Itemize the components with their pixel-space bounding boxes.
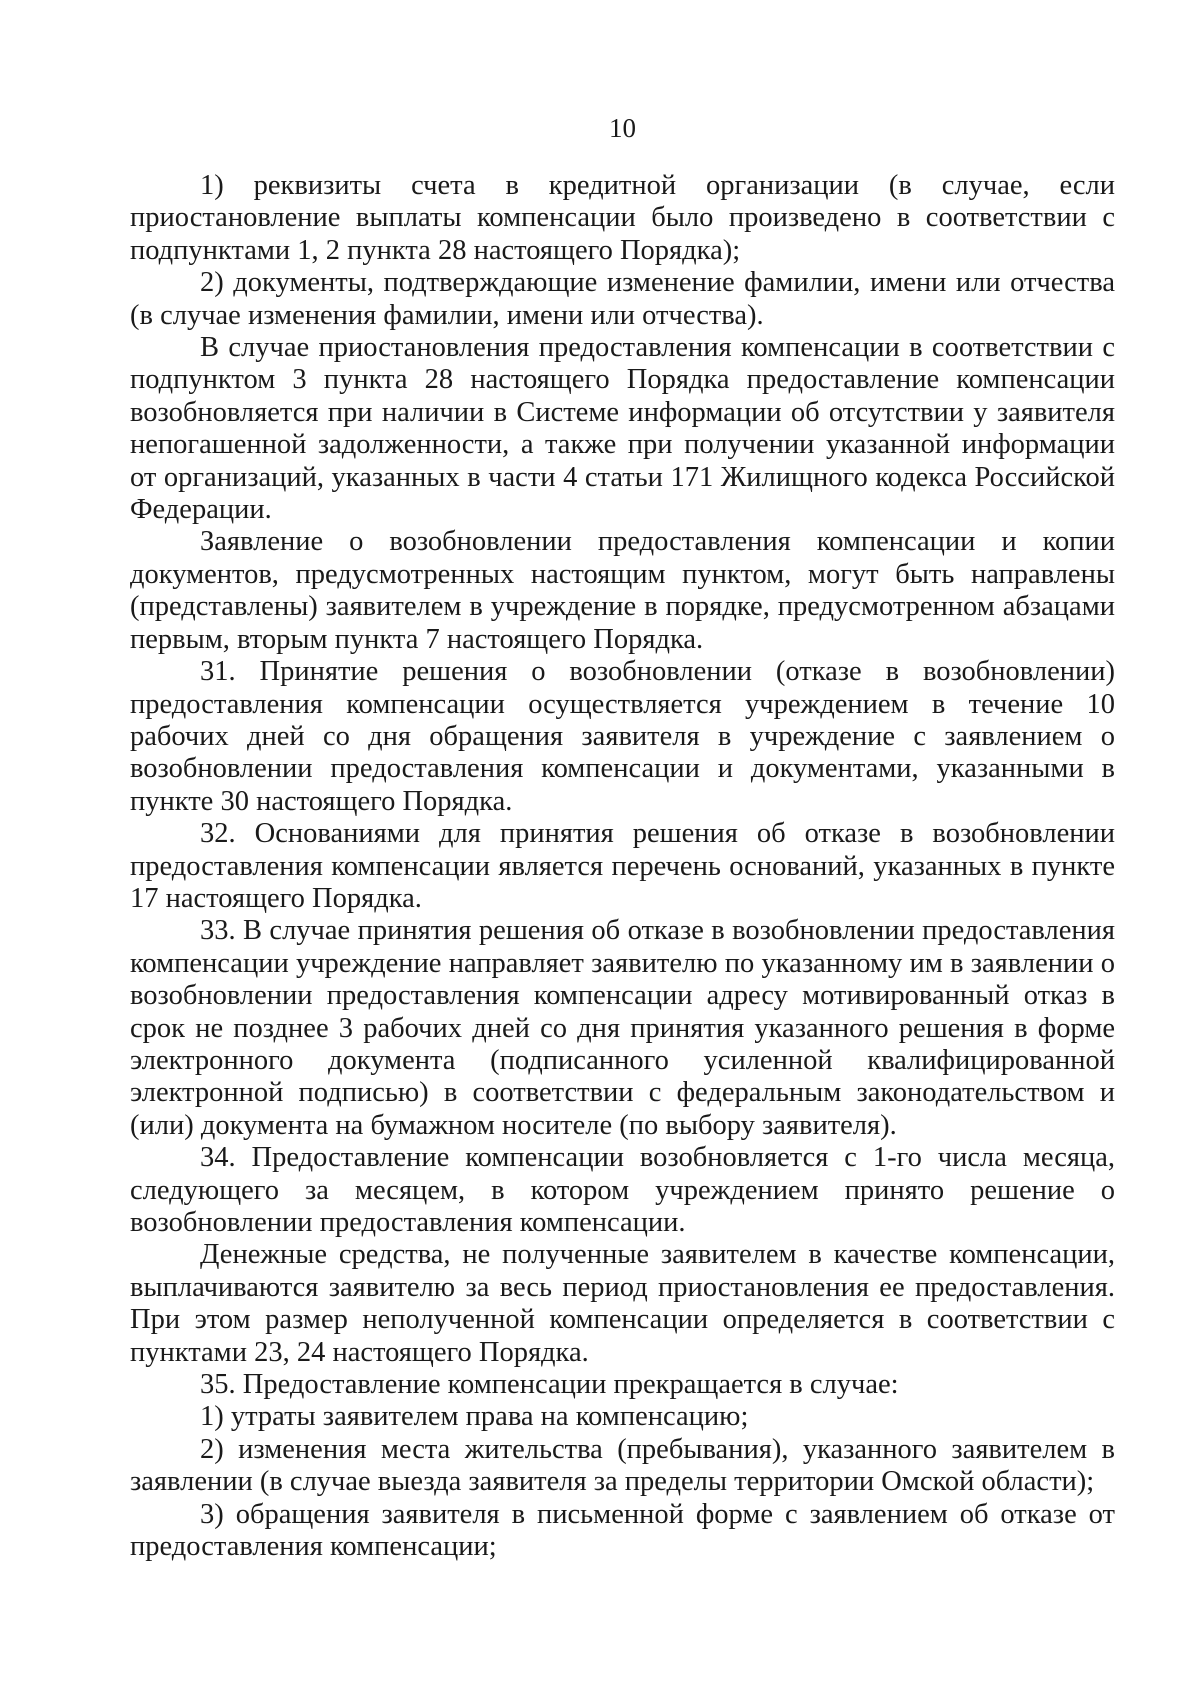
paragraph: 3) обращения заявителя в письменной форме с заявлением об отказе от предоставления компенсации;: [130, 1498, 1115, 1563]
paragraph: 1) утраты заявителем права на компенсацию;: [200, 1401, 749, 1433]
page-number: 10: [609, 113, 636, 143]
paragraph: В случае приостановления предоставления компенсации в соответствии с подпунктом 3 пункта 28 настоящего Порядка предоставление компенсации возобновляется при наличии в Системе информации об отсутствии у заявителя непогашенной задолженности, а также при получении указанной информации от организаций, указанных в части 4 статьи 171 Жилищного кодекса Российской Федерации.: [130, 332, 1115, 526]
paragraph: Денежные средства, не полученные заявителем в качестве компенсации, выплачиваются заявителю за весь период приостановления ее предоставления. При этом размер неполученной компенсации определяется в соответствии с пунктами 23, 24 настоящего Порядка.: [130, 1239, 1115, 1368]
paragraph: 32. Основаниями для принятия решения об отказе в возобновлении предоставления компенсации является перечень оснований, указанных в пункте 17 настоящего Порядка.: [130, 818, 1115, 914]
paragraph: 2) документы, подтверждающие изменение фамилии, имени или отчества (в случае изменения фамилии, имени или отчества).: [130, 267, 1115, 331]
paragraph: Заявление о возобновлении предоставления компенсации и копии документов, предусмотренных настоящим пунктом, могут быть направлены (представлены) заявителем в учреждение в порядке, предусмотренном абзацами первым, вторым пункта 7 настоящего Порядка.: [130, 526, 1115, 655]
paragraph: 33. В случае принятия решения об отказе в возобновлении предоставления компенсации учреждение направляет заявителю по указанному им в заявлении о возобновлении предоставления компенсации адресу мотивированный отказ в срок не позднее 3 рабочих дней со дня принятия указанного решения в форме электронного документа (подписанного усиленной квалифицированной электронной подписью) в соответствии с федеральным законодательством и (или) документа на бумажном носителе (по выбору заявителя).: [130, 915, 1115, 1141]
paragraph: 31. Принятие решения о возобновлении (отказе в возобновлении) предоставления компенсации осуществляется учреждением в течение 10 рабочих дней со дня обращения заявителя в учреждение с заявлением о возобновлении предоставления компенсации и документами, указанными в пункте 30 настоящего Порядка.: [130, 656, 1115, 817]
paragraph: 34. Предоставление компенсации возобновляется с 1-го числа месяца, следующего за месяцем, в котором учреждением принято решение о возобновлении предоставления компенсации.: [130, 1142, 1115, 1238]
document-body: [130, 170, 1115, 1563]
paragraph: 2) изменения места жительства (пребывания), указанного заявителем в заявлении (в случае выезда заявителя за пределы территории Омской области);: [130, 1433, 1115, 1498]
paragraph: 1) реквизиты счета в кредитной организации (в случае, если приостановление выплаты компенсации было произведено в соответствии с подпунктами 1, 2 пункта 28 настоящего Порядка);: [130, 170, 1115, 266]
paragraph: 35. Предоставление компенсации прекращается в случае:: [200, 1369, 899, 1401]
